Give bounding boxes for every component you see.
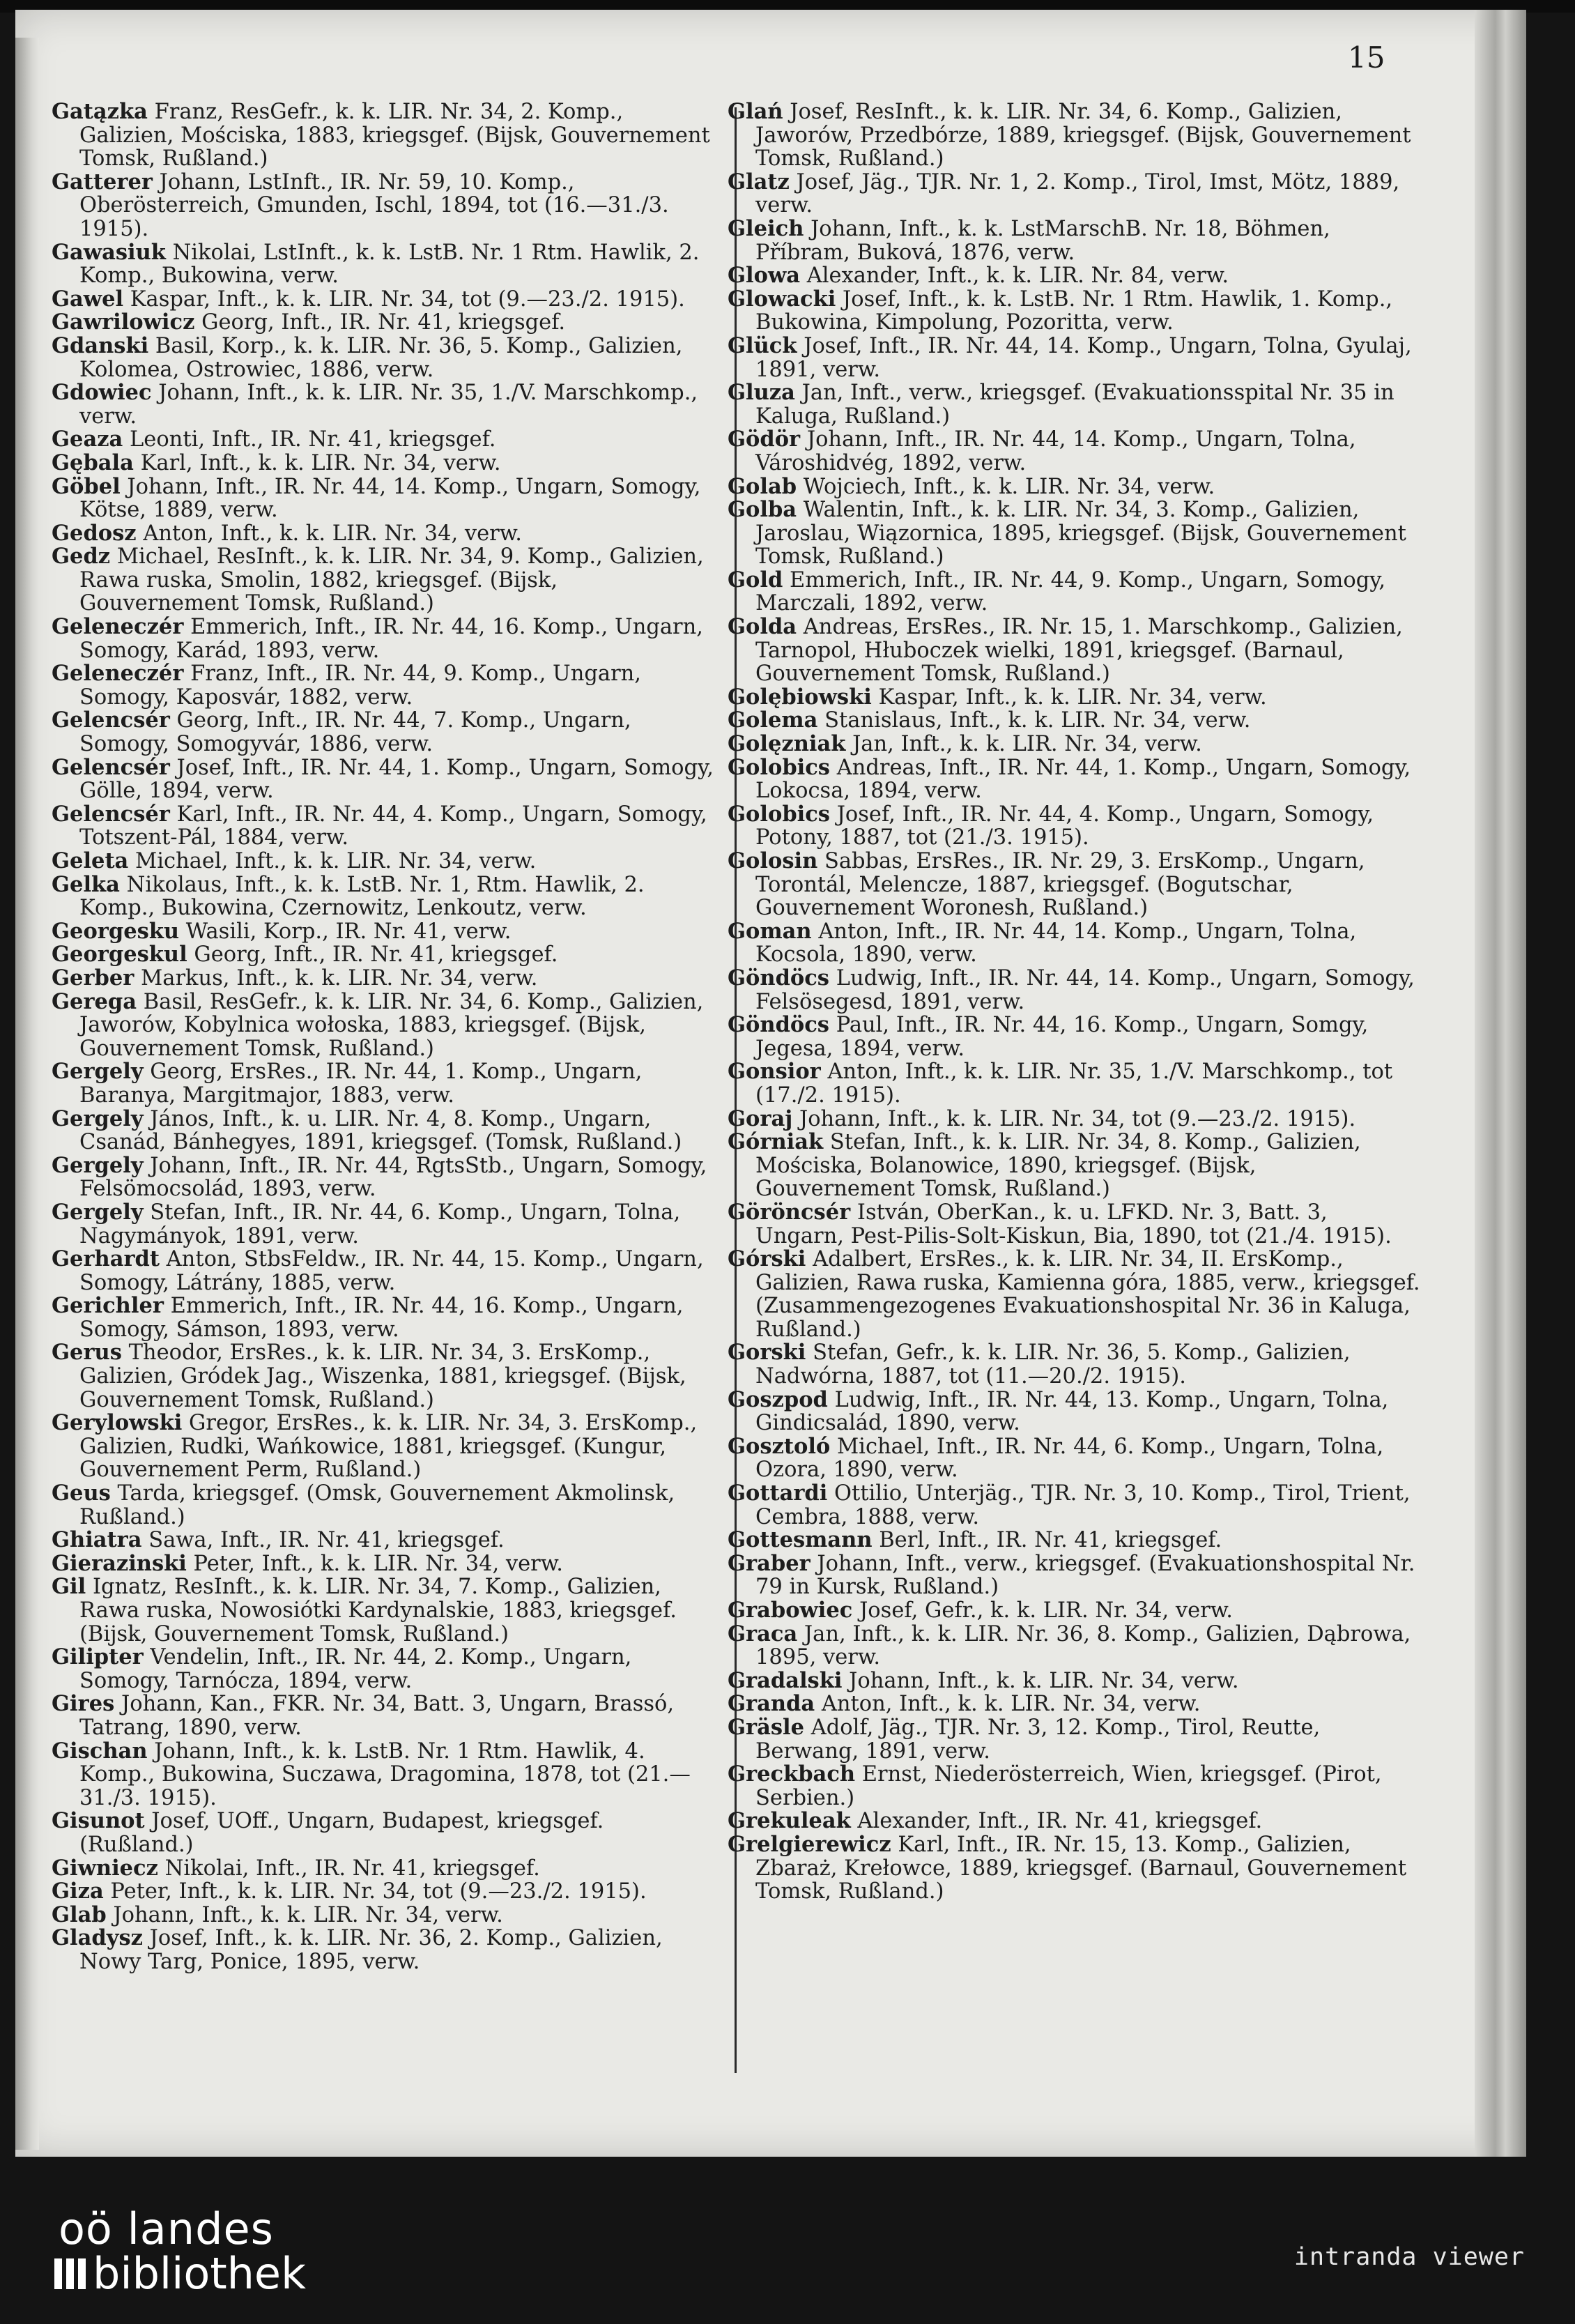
entry-surname: Gil [52, 1574, 86, 1600]
entry-surname: Gerber [52, 965, 135, 991]
entry-surname: Golab [728, 473, 797, 499]
entry-details: Gregor, ErsRes., k. k. LIR. Nr. 34, 3. ErsKomp., Galizien, Rudki, Wańkowice, 1881, kriegsgef. (Kungur, Gouvernement Perm, Rußland.) [79, 1411, 698, 1483]
entry-details: Andreas, ErsRes., IR. Nr. 15, 1. Marschkomp., Galizien, Tarnopol, Hłuboczek wielki, 1891, kriegsgef. (Barnaul, Gouvernement Tomsk, Rußland.) [755, 615, 1403, 687]
entry-surname: Gelka [52, 871, 120, 897]
right-column [728, 100, 1422, 1904]
register-entry [52, 522, 722, 546]
entry-surname: Gergely [52, 1199, 144, 1225]
entry-surname: Gräsle [728, 1714, 805, 1740]
register-entry [52, 1108, 722, 1154]
register-entry [52, 756, 722, 803]
entry-surname: Golębiowski [728, 684, 872, 710]
entry-details: Ludwig, Inft., IR. Nr. 44, 14. Komp., Ungarn, Somogy, Felsösegesd, 1891, verw. [755, 965, 1415, 1014]
entry-surname: Gatterer [52, 169, 153, 194]
entry-details: Georg, Inft., IR. Nr. 44, 7. Komp., Ungarn, Somogy, Somogyvár, 1886, verw. [79, 708, 631, 757]
entry-details: Wasili, Korp., IR. Nr. 41, verw. [185, 919, 512, 944]
register-entry [728, 332, 1422, 382]
entry-details: Stanislaus, Inft., k. k. LIR. Nr. 34, verw. [824, 708, 1251, 733]
entry-details: Emmerich, Inft., IR. Nr. 44, 16. Komp., Ungarn, Somogy, Karád, 1893, verw. [79, 615, 703, 663]
entry-details: Josef, UOff., Ungarn, Budapest, kriegsgef. (Rußland.) [79, 1809, 604, 1857]
entry-details: Johann, Inft., k. k. LstB. Nr. 1 Rtm. Hawlik, 4. Komp., Bukowina, Suczawa, Dragomina, 1878, tot (21.—31./3. 1915). [79, 1738, 691, 1810]
entry-surname: Gisunot [52, 1808, 145, 1834]
entry-surname: Geleneczér [52, 614, 184, 640]
entry-surname: Gerega [52, 988, 137, 1014]
entry-surname: Goman [728, 918, 812, 944]
entry-details: Kaspar, Inft., k. k. LIR. Nr. 34, tot (9.—23./2. 1915). [130, 286, 685, 312]
register-entry [728, 1552, 1422, 1599]
entry-surname: Gosztoló [728, 1433, 831, 1459]
entry-surname: Gold [728, 567, 783, 593]
entry-surname: Gerichler [52, 1293, 164, 1319]
entry-details: Stefan, Gefr., k. k. LIR. Nr. 36, 5. Komp., Galizien, Nadwórna, 1887, tot (11.—20./2. 1915). [755, 1340, 1351, 1389]
register-entry [52, 545, 722, 616]
register-entry [728, 1833, 1422, 1904]
register-entry [728, 1716, 1422, 1763]
register-entry [728, 1623, 1422, 1669]
register-entry [52, 1810, 722, 1856]
entry-surname: Gischan [52, 1738, 148, 1764]
register-entry [728, 475, 1422, 499]
register-entry [52, 920, 722, 944]
entry-surname: Gawasiuk [52, 239, 166, 265]
register-entry [728, 733, 1422, 756]
register-entry [52, 1646, 722, 1692]
entry-details: Stefan, Inft., IR. Nr. 44, 6. Komp., Ungarn, Tolna, Nagymányok, 1891, verw. [79, 1200, 681, 1248]
entry-details: István, OberKan., k. u. LFKD. Nr. 3, Batt. 3, Ungarn, Pest-Pilis-Solt-Kiskun, Bia, 1890, tot (21./4. 1915). [755, 1200, 1392, 1248]
entry-details: Walentin, Inft., k. k. LIR. Nr. 34, 3. Komp., Galizien, Jaroslau, Wiązornica, 1895, kriegsgef. (Bijsk, Gouvernement Tomsk, Rußland.) [755, 498, 1406, 569]
register-entry [728, 1669, 1422, 1693]
register-entry [52, 1740, 722, 1810]
register-entry [52, 428, 722, 452]
entry-details: Kaspar, Inft., k. k. LIR. Nr. 34, verw. [878, 685, 1267, 710]
entry-details: Alexander, Inft., IR. Nr. 41, kriegsgef. [857, 1809, 1263, 1834]
register-entry [728, 1060, 1422, 1107]
entry-details: Ottilio, Unterjäg., TJR. Nr. 3, 10. Komp., Tirol, Trient, Cembra, 1888, verw. [755, 1481, 1411, 1529]
register-entry [728, 1248, 1422, 1341]
entry-details: Johann, Inft., k. k. LstMarschB. Nr. 18, Böhmen, Příbram, Buková, 1876, verw. [755, 216, 1330, 265]
entry-details: Georg, Inft., IR. Nr. 41, kriegsgef. [201, 310, 566, 335]
entry-surname: Grabowiec [728, 1598, 853, 1623]
entry-details: Leonti, Inft., IR. Nr. 41, kriegsgef. [130, 427, 496, 452]
register-entry [728, 428, 1422, 475]
register-entry [52, 1341, 722, 1412]
register-entry [52, 1927, 722, 1973]
entry-surname: Gerus [52, 1340, 122, 1366]
entry-surname: Ghiatra [52, 1527, 142, 1553]
register-entry [728, 1529, 1422, 1552]
register-entry [728, 1201, 1422, 1248]
entry-surname: Geaza [52, 427, 123, 452]
entry-details: Markus, Inft., k. k. LIR. Nr. 34, verw. [141, 965, 538, 991]
entry-details: Jan, Inft., k. k. LIR. Nr. 34, verw. [852, 732, 1202, 757]
register-entry [728, 616, 1422, 686]
entry-surname: Gatązka [52, 99, 148, 124]
entry-surname: Gdanski [52, 332, 149, 358]
register-entry [728, 1482, 1422, 1529]
entry-surname: Golda [728, 614, 797, 640]
register-entry [728, 100, 1422, 171]
register-entry [52, 1575, 722, 1646]
entry-details: Johann, Inft., k. k. LIR. Nr. 34, verw. [113, 1902, 503, 1927]
register-entry [728, 1386, 1422, 1436]
entry-surname: Gedosz [52, 520, 137, 546]
entry-details: Georg, Inft., IR. Nr. 41, kriegsgef. [194, 942, 558, 968]
register-entry [728, 288, 1422, 335]
entry-details: Johann, Inft., k. k. LIR. Nr. 34, tot (9.—23./2. 1915). [799, 1106, 1356, 1131]
entry-details: Nikolai, LstInft., k. k. LstB. Nr. 1 Rtm. Hawlik, 2. Komp., Bukowina, verw. [79, 240, 700, 289]
register-entry [52, 381, 722, 428]
entry-details: Ludwig, Inft., IR. Nr. 44, 13. Komp., Ungarn, Tolna, Gindicsalád, 1890, verw. [755, 1387, 1389, 1436]
entry-surname: Greckbach [728, 1761, 856, 1787]
register-entry [728, 381, 1422, 428]
register-entry [52, 452, 722, 475]
logo-line-1: oö landes [59, 2203, 274, 2254]
entry-surname: Glück [728, 332, 797, 358]
entry-surname: Golobics [728, 754, 830, 780]
entry-details: Johann, Inft., verw., kriegsgef. (Evakuationshospital Nr. 79 in Kursk, Rußland.) [755, 1551, 1415, 1600]
entry-surname: Graber [728, 1550, 810, 1576]
register-entry [728, 920, 1422, 967]
entry-surname: Granda [728, 1691, 815, 1717]
register-entry [728, 1763, 1422, 1810]
entry-details: Johann, Inft., IR. Nr. 44, RgtsStb., Ungarn, Somogy, Felsömocsolád, 1893, verw. [79, 1153, 707, 1202]
entry-surname: Gedz [52, 544, 111, 569]
entry-surname: Geleta [52, 848, 129, 873]
entry-surname: Golobics [728, 801, 830, 827]
entry-details: Franz, ResGefr., k. k. LIR. Nr. 34, 2. Komp., Galizien, Mościska, 1883, kriegsgef. (Bijsk, Gouvernement Tomsk, Rußland.) [79, 100, 710, 171]
entry-details: Peter, Inft., k. k. LIR. Nr. 34, verw. [193, 1551, 563, 1576]
register-entry [728, 1692, 1422, 1716]
entry-details: Johann, Inft., k. k. LIR. Nr. 34, verw. [849, 1668, 1239, 1693]
register-entry [728, 803, 1422, 850]
entry-surname: Gdowiec [52, 380, 152, 406]
register-entry [52, 1294, 722, 1341]
entry-details: Wojciech, Inft., k. k. LIR. Nr. 34, verw. [803, 474, 1215, 499]
register-entry [52, 1529, 722, 1552]
register-entry [728, 967, 1422, 1014]
register-entry [52, 100, 722, 171]
entry-details: Nikolai, Inft., IR. Nr. 41, kriegsgef. [164, 1856, 540, 1881]
entry-details: Berl, Inft., IR. Nr. 41, kriegsgef. [879, 1528, 1222, 1553]
register-entry [728, 1341, 1422, 1388]
viewer-footer [0, 2168, 1575, 2324]
entry-details: Josef, Inft., k. k. LIR. Nr. 36, 2. Komp., Galizien, Nowy Targ, Ponice, 1895, verw. [79, 1926, 663, 1974]
register-entry [52, 967, 722, 991]
register-entry [728, 1014, 1422, 1060]
entry-surname: Gergely [52, 1059, 144, 1085]
register-entry [52, 1482, 722, 1529]
entry-details: Sawa, Inft., IR. Nr. 41, kriegsgef. [148, 1528, 505, 1553]
register-entry [52, 1060, 722, 1107]
entry-surname: Gorski [728, 1340, 806, 1366]
entry-surname: Golema [728, 708, 818, 733]
register-entry [52, 988, 722, 1061]
entry-surname: Gradalski [728, 1667, 843, 1693]
entry-details: Peter, Inft., k. k. LIR. Nr. 34, tot (9.—23./2. 1915). [110, 1879, 647, 1904]
register-entry [728, 1599, 1422, 1623]
entry-surname: Giwniecz [52, 1855, 158, 1881]
entry-details: Josef, Gefr., k. k. LIR. Nr. 34, verw. [859, 1598, 1233, 1623]
register-entry [728, 217, 1422, 264]
entry-details: Karl, Inft., IR. Nr. 44, 4. Komp., Ungarn, Somogy, Totszent-Pál, 1884, verw. [79, 802, 707, 850]
entry-surname: Göbel [52, 473, 121, 499]
entry-details: Josef, Inft., IR. Nr. 44, 14. Komp., Ungarn, Tolna, Gyulaj, 1891, verw. [755, 333, 1412, 382]
entry-surname: Göndöcs [728, 965, 829, 991]
register-entry [52, 709, 722, 756]
entry-details: Adalbert, ErsRes., k. k. LIR. Nr. 34, II. ErsKomp., Galizien, Rawa ruska, Kamienna góra, 1885, verw., kriegsgef. (Zusammengezogenes Evakuationshospital Nr. 36 in Kaluga, Rußland.) [755, 1247, 1420, 1342]
entry-details: Stefan, Inft., k. k. LIR. Nr. 34, 8. Komp., Galizien, Mościska, Bolanowice, 1890, kriegsgef. (Bijsk, Gouvernement Tomsk, Rußland.) [755, 1130, 1361, 1202]
page-edge-right [1475, 10, 1526, 2157]
entry-details: Ernst, Niederösterreich, Wien, kriegsgef. (Pirot, Serbien.) [755, 1762, 1382, 1810]
entry-details: Emmerich, Inft., IR. Nr. 44, 16. Komp., Ungarn, Somogy, Sámson, 1893, verw. [79, 1294, 684, 1342]
register-entry [52, 1857, 722, 1881]
library-logo[interactable] [54, 2203, 306, 2299]
entry-details: Josef, Inft., IR. Nr. 44, 1. Komp., Ungarn, Somogy, Gölle, 1894, verw. [79, 755, 714, 804]
entry-surname: Gergely [52, 1152, 144, 1178]
entry-surname: Gawel [52, 286, 124, 312]
entry-surname: Gawrilowicz [52, 309, 195, 335]
entry-surname: Georgesku [52, 918, 180, 944]
entry-details: Anton, StbsFeldw., IR. Nr. 44, 15. Komp., Ungarn, Somogy, Látrány, 1885, verw. [79, 1247, 704, 1295]
entry-details: Anton, Inft., IR. Nr. 44, 14. Komp., Ungarn, Tolna, Kocsola, 1890, verw. [755, 919, 1357, 968]
scanned-page [15, 10, 1526, 2157]
entry-surname: Golosin [728, 848, 818, 873]
entry-details: Andreas, Inft., IR. Nr. 44, 1. Komp., Ungarn, Somogy, Lokocsa, 1894, verw. [755, 755, 1411, 804]
entry-details: János, Inft., k. u. LIR. Nr. 4, 8. Komp., Ungarn, Csanád, Bánhegyes, 1891, kriegsgef. (Tomsk, Rußland.) [79, 1106, 682, 1155]
register-entry [52, 311, 722, 335]
entry-surname: Grekuleak [728, 1808, 851, 1834]
entry-surname: Gelencsér [52, 801, 170, 827]
entry-details: Johann, Inft., IR. Nr. 44, 14. Komp., Ungarn, Tolna, Városhidvég, 1892, verw. [755, 427, 1356, 475]
entry-surname: Gottesmann [728, 1527, 873, 1553]
entry-surname: Gleich [728, 215, 804, 241]
entry-surname: Geus [52, 1481, 111, 1506]
entry-surname: Georgeskul [52, 942, 187, 968]
entry-surname: Geleneczér [52, 661, 184, 687]
entry-details: Michael, ResInft., k. k. LIR. Nr. 34, 9. Komp., Galizien, Rawa ruska, Smolin, 1882, kriegsgef. (Bijsk, Gouvernement Tomsk, Rußland.) [79, 544, 704, 616]
entry-surname: Göndöcs [728, 1012, 829, 1038]
entry-details: Johann, LstInft., IR. Nr. 59, 10. Komp., Oberösterreich, Gmunden, Ischl, 1894, tot (16.—31./3. 1915). [79, 169, 669, 241]
entry-details: Sabbas, ErsRes., IR. Nr. 29, 3. ErsKomp., Ungarn, Torontál, Melencze, 1887, kriegsgef. (Bogutschar, Gouvernement Woronesh, Rußland.) [755, 849, 1365, 921]
register-entry [728, 569, 1422, 616]
entry-surname: Goszpod [728, 1386, 828, 1412]
entry-surname: Gelencsér [52, 708, 170, 733]
page-spine-shadow [15, 38, 39, 2150]
logo-line-2-text: bibliothek [93, 2248, 306, 2299]
entry-details: Ignatz, ResInft., k. k. LIR. Nr. 34, 7. Komp., Galizien, Rawa ruska, Nowosiótki Kardynalskie, 1883, kriegsgef. (Bijsk, Gouvernement Tomsk, Rußland.) [79, 1575, 677, 1646]
entry-details: Theodor, ErsRes., k. k. LIR. Nr. 34, 3. ErsKomp., Galizien, Gródek Jag., Wiszenka, 1881, kriegsgef. (Bijsk, Gouvernement Tomsk, Rußland.) [79, 1340, 686, 1412]
entry-details: Adolf, Jäg., TJR. Nr. 3, 12. Komp., Tirol, Reutte, Berwang, 1891, verw. [755, 1715, 1321, 1764]
register-entry [52, 873, 722, 920]
left-column [52, 100, 722, 1974]
register-entry [52, 803, 722, 850]
entry-surname: Grelgierewicz [728, 1831, 891, 1857]
entry-details: Johann, Inft., IR. Nr. 44, 14. Komp., Ungarn, Somogy, Kötse, 1889, verw. [79, 474, 701, 523]
entry-surname: Gergely [52, 1106, 144, 1131]
entry-details: Josef, Inft., IR. Nr. 44, 4. Komp., Ungarn, Somogy, Potony, 1887, tot (21./3. 1915). [755, 802, 1374, 850]
entry-surname: Gilipter [52, 1644, 144, 1670]
entry-surname: Glowacki [728, 286, 836, 312]
register-entry [728, 264, 1422, 288]
entry-details: Anton, Inft., k. k. LIR. Nr. 34, verw. [143, 521, 522, 546]
entry-details: Georg, ErsRes., IR. Nr. 44, 1. Komp., Ungarn, Baranya, Margitmajor, 1883, verw. [79, 1060, 643, 1108]
register-entry [52, 1201, 722, 1248]
entry-surname: Gödör [728, 427, 801, 452]
entry-details: Alexander, Inft., k. k. LIR. Nr. 84, verw. [806, 263, 1229, 289]
register-entry [52, 241, 722, 288]
entry-surname: Gonsior [728, 1059, 821, 1085]
entry-details: Paul, Inft., IR. Nr. 44, 16. Komp., Ungarn, Somgy, Jegesa, 1894, verw. [755, 1013, 1369, 1061]
entry-details: Nikolaus, Inft., k. k. LstB. Nr. 1, Rtm. Hawlik, 2. Komp., Bukowina, Czernowitz, Lenkoutz, verw. [79, 872, 645, 921]
register-entry [52, 475, 722, 522]
entry-surname: Giza [52, 1879, 104, 1904]
entry-surname: Glab [52, 1902, 107, 1927]
register-entry [52, 1552, 722, 1576]
entry-details: Karl, Inft., IR. Nr. 15, 13. Komp., Galizien, Zbaraż, Krełowce, 1889, kriegsgef. (Barnaul, Gouvernement Tomsk, Rußland.) [755, 1832, 1407, 1904]
entry-details: Basil, ResGefr., k. k. LIR. Nr. 34, 6. Komp., Galizien, Jaworów, Kobylnica wołoska, 1883, kriegsgef. (Bijsk, Gouvernement Tomsk, Rußland.) [79, 989, 704, 1061]
entry-surname: Górski [728, 1246, 806, 1272]
register-entry [52, 1880, 722, 1904]
entry-surname: Glań [728, 99, 783, 124]
register-entry [52, 1692, 722, 1739]
register-entry [52, 1154, 722, 1201]
entry-surname: Gierazinski [52, 1550, 187, 1576]
register-entry [728, 709, 1422, 733]
entry-surname: Gottardi [728, 1481, 828, 1506]
viewer-brand[interactable]: intranda viewer [1293, 2243, 1525, 2271]
entry-details: Jan, Inft., k. k. LIR. Nr. 36, 8. Komp., Galizien, Dąbrowa, 1895, verw. [755, 1621, 1411, 1670]
register-entry [52, 850, 722, 873]
entry-surname: Gladysz [52, 1925, 143, 1951]
register-entry [52, 332, 722, 382]
entry-details: Vendelin, Inft., IR. Nr. 44, 2. Komp., Ungarn, Somogy, Tarnócza, 1894, verw. [79, 1645, 632, 1693]
register-entry [52, 171, 722, 241]
entry-surname: Gluza [728, 380, 795, 406]
entry-details: Josef, Inft., k. k. LstB. Nr. 1 Rtm. Hawlik, 1. Komp., Bukowina, Kimpolung, Pozoritta, verw. [755, 286, 1393, 335]
entry-surname: Glatz [728, 169, 790, 194]
entry-details: Jan, Inft., verw., kriegsgef. (Evakuationsspital Nr. 35 in Kaluga, Rußland.) [755, 381, 1395, 429]
register-entry [728, 686, 1422, 710]
entry-surname: Gelencsér [52, 754, 170, 780]
entry-details: Josef, Jäg., TJR. Nr. 1, 2. Komp., Tirol, Imst, Mötz, 1889, verw. [755, 169, 1400, 218]
entry-details: Michael, Inft., IR. Nr. 44, 6. Komp., Ungarn, Tolna, Ozora, 1890, verw. [755, 1434, 1384, 1483]
entry-details: Emmerich, Inft., IR. Nr. 44, 9. Komp., Ungarn, Somogy, Marczali, 1892, verw. [755, 567, 1386, 616]
entry-surname: Göröncsér [728, 1199, 851, 1225]
register-entry [728, 498, 1422, 569]
register-entry [52, 662, 722, 709]
entry-details: Anton, Inft., k. k. LIR. Nr. 34, verw. [821, 1692, 1201, 1717]
register-entry [52, 1412, 722, 1482]
entry-surname: Gębala [52, 450, 134, 475]
entry-details: Johann, Inft., k. k. LIR. Nr. 35, 1./V. Marschkomp., verw. [79, 381, 698, 429]
register-entry [52, 1904, 722, 1927]
register-entry [728, 171, 1422, 217]
entry-details: Michael, Inft., k. k. LIR. Nr. 34, verw. [135, 849, 537, 873]
entry-details: Tarda, kriegsgef. (Omsk, Gouvernement Akmolinsk, Rußland.) [79, 1481, 675, 1529]
entry-surname: Glowa [728, 263, 800, 289]
logo-line-2 [54, 2248, 306, 2299]
register-entry [52, 1248, 722, 1294]
entry-details: Basil, Korp., k. k. LIR. Nr. 36, 5. Komp., Galizien, Kolomea, Ostrowiec, 1886, verw. [79, 333, 683, 382]
register-entry [728, 850, 1422, 920]
entry-surname: Górniak [728, 1129, 824, 1155]
entry-details: Karl, Inft., k. k. LIR. Nr. 34, verw. [140, 450, 501, 475]
entry-surname: Gerylowski [52, 1410, 183, 1436]
entry-surname: Gerhardt [52, 1246, 160, 1272]
register-entry [728, 1810, 1422, 1833]
logo-bars-icon [54, 2258, 86, 2289]
entry-surname: Goraj [728, 1106, 793, 1131]
register-entry [728, 1108, 1422, 1131]
entry-surname: Golba [728, 497, 797, 523]
register-entry [728, 1131, 1422, 1201]
entry-details: Johann, Kan., FKR. Nr. 34, Batt. 3, Ungarn, Brassó, Tatrang, 1890, verw. [79, 1692, 675, 1740]
entry-surname: Golęzniak [728, 731, 846, 757]
entry-surname: Gires [52, 1691, 115, 1717]
entry-surname: Graca [728, 1621, 798, 1646]
register-entry [52, 616, 722, 662]
register-entry [52, 943, 722, 967]
entry-details: Anton, Inft., k. k. LIR. Nr. 35, 1./V. Marschkomp., tot (17./2. 1915). [755, 1060, 1393, 1108]
page-number: 15 [1348, 40, 1385, 75]
register-entry [728, 756, 1422, 803]
entry-details: Franz, Inft., IR. Nr. 44, 9. Komp., Ungarn, Somogy, Kaposvár, 1882, verw. [79, 662, 641, 710]
entry-details: Josef, ResInft., k. k. LIR. Nr. 34, 6. Komp., Galizien, Jaworów, Przedbórze, 1889, kriegsgef. (Bijsk, Gouvernement Tomsk, Rußland.) [755, 100, 1411, 171]
register-entry [728, 1435, 1422, 1482]
register-entry [52, 288, 722, 312]
